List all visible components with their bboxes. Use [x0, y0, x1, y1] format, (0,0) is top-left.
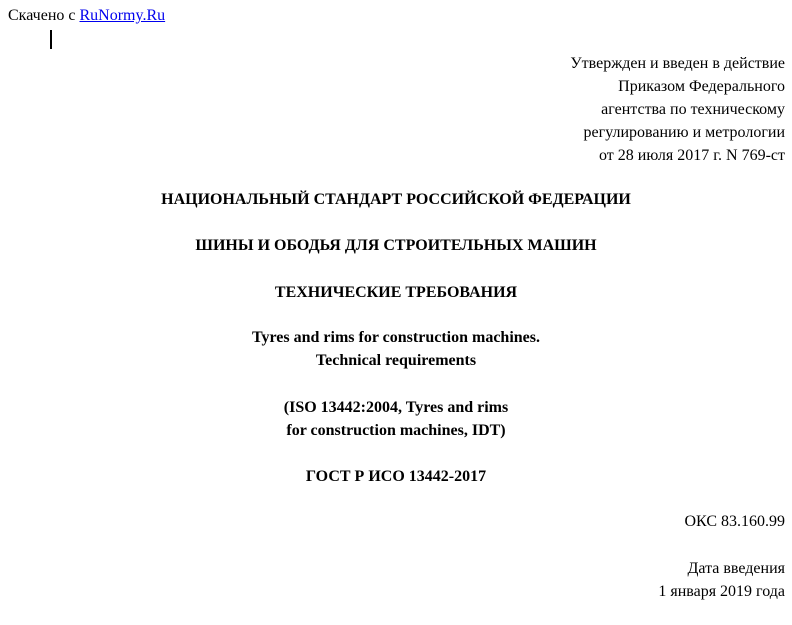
english-title-line: Technical requirements — [315, 352, 477, 369]
english-title — [0, 326, 792, 372]
downloaded-from-line — [8, 6, 165, 26]
approval-block — [570, 52, 785, 167]
iso-reference-line: (ISO 13442:2004, Tyres and rims — [283, 399, 509, 416]
document-title: ШИНЫ И ОБОДЬЯ ДЛЯ СТРОИТЕЛЬНЫХ МАШИН — [195, 237, 597, 254]
introduction-date-label: Дата введения — [687, 560, 785, 577]
approval-line: регулированию и метрологии — [583, 124, 785, 141]
document-subtitle: ТЕХНИЧЕСКИЕ ТРЕБОВАНИЯ — [274, 284, 518, 301]
gost-number: ГОСТ Р ИСО 13442-2017 — [305, 468, 487, 485]
text-cursor — [50, 30, 52, 49]
introduction-date-block — [658, 557, 785, 603]
approval-line: Приказом Федерального — [618, 78, 785, 95]
national-standard-heading: НАЦИОНАЛЬНЫЙ СТАНДАРТ РОССИЙСКОЙ ФЕДЕРАЦИИ — [161, 191, 631, 208]
english-title-line: Tyres and rims for construction machines. — [252, 329, 540, 346]
runormy-link[interactable]: RuNormy.Ru — [79, 7, 166, 24]
approval-line: агентства по техническому — [601, 101, 785, 118]
introduction-date-value: 1 января 2019 года — [658, 583, 785, 600]
approval-line: Утвержден и введен в действие — [570, 55, 785, 72]
approval-line: от 28 июля 2017 г. N 769-ст — [599, 147, 785, 164]
oks-code: ОКС 83.160.99 — [684, 513, 785, 530]
iso-reference-line: for construction machines, IDT) — [286, 422, 506, 439]
downloaded-prefix: Скачено с — [8, 7, 80, 24]
iso-reference — [0, 396, 792, 442]
